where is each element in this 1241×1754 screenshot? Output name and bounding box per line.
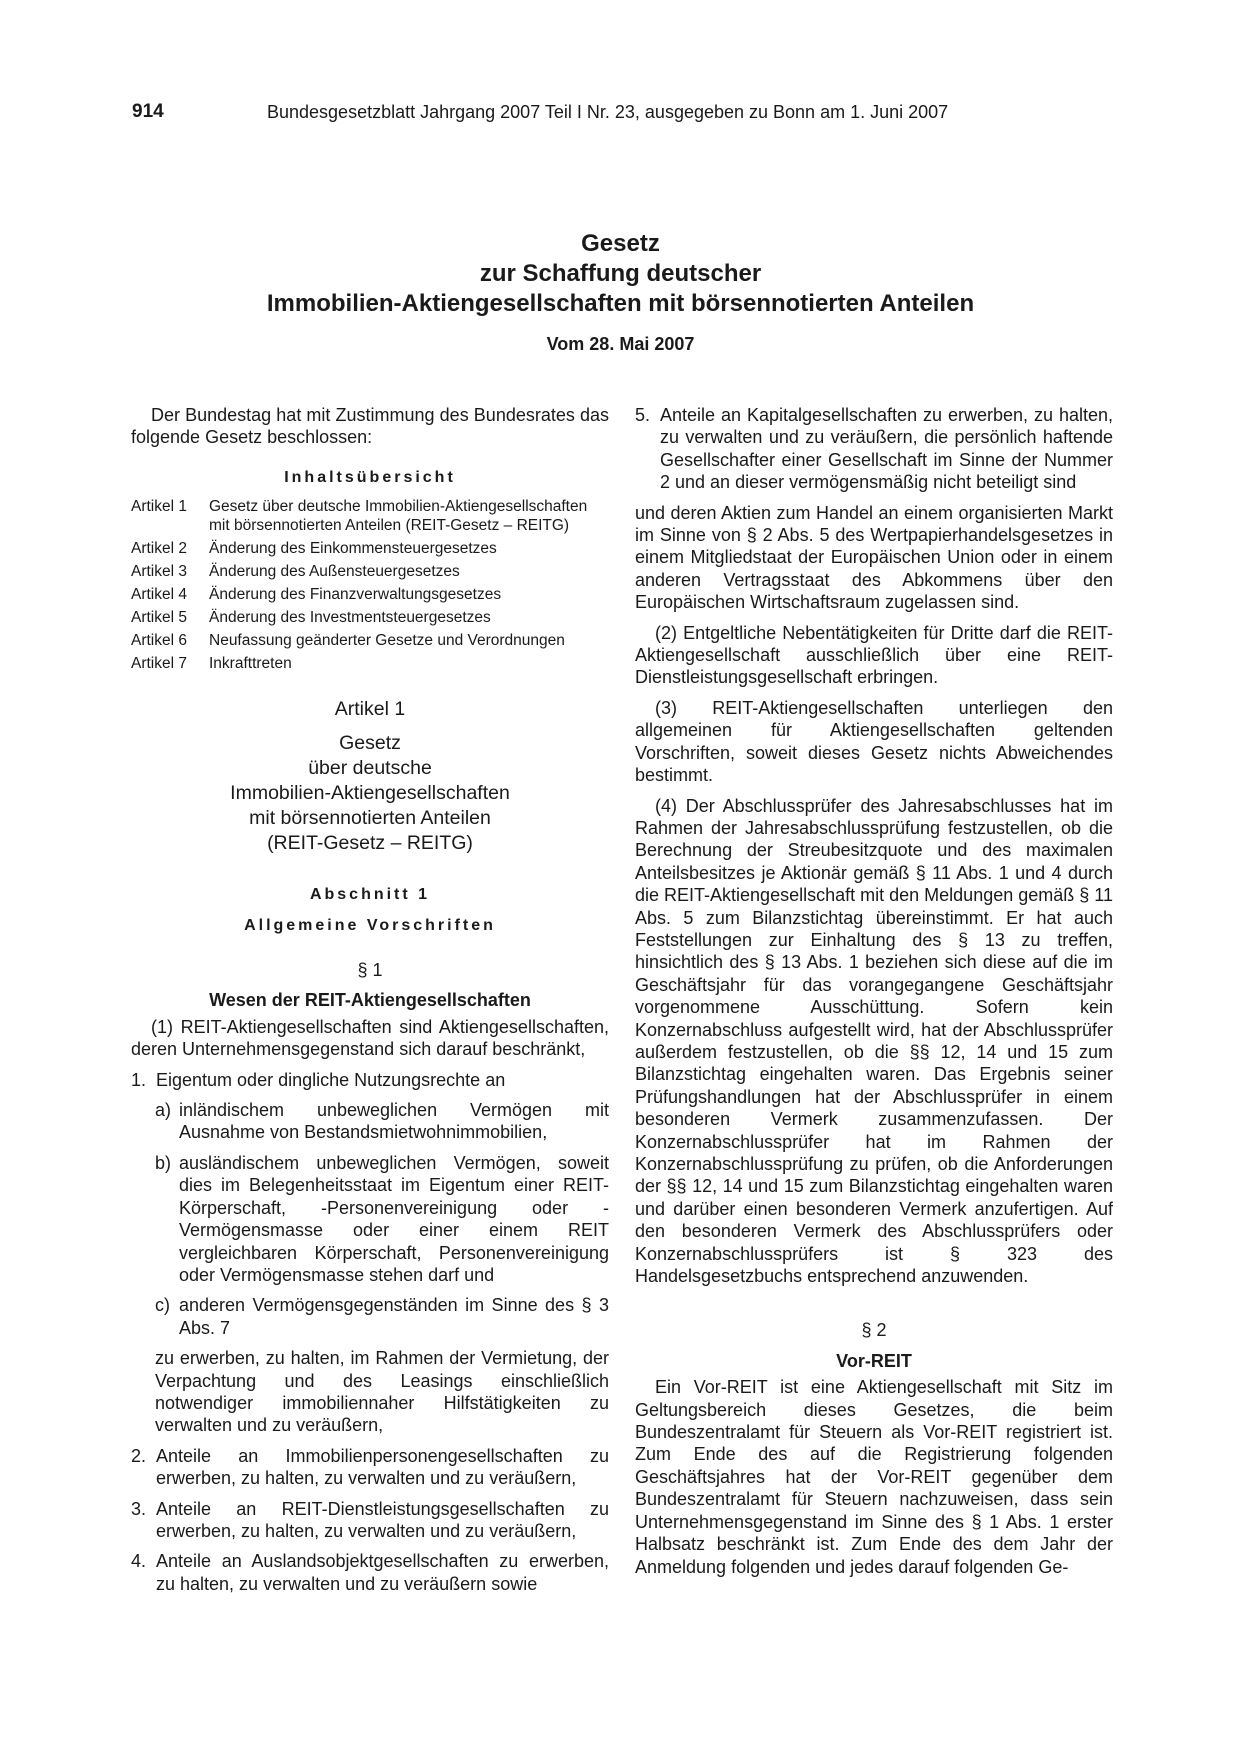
paragraph-abs1: (1) REIT-Aktiengesellschaften sind Aktiengesellschaften, deren Unternehmensgegenstand sich darauf beschränkt, [131,1016,609,1060]
sub-list-marker: b) [155,1152,172,1173]
toc-article-number: Artikel 2 [131,540,187,558]
list-text: Anteile an REIT-Dienstleistungsgesellschaften zu erwerben, zu halten, zu verwalten und zu veräußern, [156,1498,609,1541]
article-heading: Artikel 1 [334,698,406,721]
toc-article-title: Änderung des Finanzverwaltungsgesetzes [209,586,502,604]
paragraph-sign: § 1 [357,960,383,981]
section-title: Allgemeine Vorschriften [244,916,496,934]
sub-list-text: ausländischem unbeweglichen Vermögen, soweit dies im Belegenheitsstaat im Eigentum einer REIT-Körperschaft, -Personenvereinigung oder -Vermögensmasse oder einer einem REIT vergleichbaren Körperschaft, Personenvereinigung oder Vermögensmasse stehen darf und [179,1152,609,1285]
paragraph-sign: § 2 [861,1320,887,1341]
list-text: Anteile an Auslandsobjektgesellschaften zu erwerben, zu halten, zu verwalten und zu veräußern sowie [156,1551,609,1594]
law-date: Vom 28. Mai 2007 [546,334,695,354]
list-item [635,404,1113,494]
title-line-3: Immobilien-Aktiengesellschaften mit börsennotierten Anteilen [266,290,975,317]
list-marker: 2. [131,1445,147,1466]
list-item [131,1550,609,1595]
paragraph-abs1-tail: und deren Aktien zum Handel an einem organisierten Markt im Sinne von § 2 Abs. 5 des Wertpapierhandelsgesetzes in einem Mitgliedstaat der Europäischen Union oder in einem anderen Vertragsstaat des Abkommens über den Europäischen Wirtschaftsraum zugelassen sind. [635,502,1113,613]
toc-row [131,585,609,604]
left-column [131,404,609,1595]
toc-article-title: Gesetz über deutsche Immobilien-Aktiengesellschaften mit börsennotierten Anteilen (REIT-Gesetz – REITG) [209,498,588,535]
article-title-line: Gesetz [339,732,401,755]
toc-row [131,608,609,627]
list-marker: 3. [131,1498,147,1519]
right-column [635,404,1113,1578]
list-marker: 1. [131,1069,147,1090]
paragraph-abs2: (2) Entgeltliche Nebentätigkeiten für Dritte darf die REIT-Aktiengesellschaft ausschließlich über eine REIT-Dienstleistungsgesellschaft erbringen. [635,622,1113,688]
toc-article-title: Änderung des Einkommensteuergesetzes [209,540,497,558]
toc-article-number: Artikel 6 [131,632,187,650]
toc-list [131,497,609,673]
paragraph-title: Wesen der REIT-Aktiengesellschaften [209,990,531,1011]
toc-row [131,539,609,558]
article-title-line: (REIT-Gesetz – REITG) [267,832,473,855]
toc-article-number: Artikel 7 [131,655,187,673]
toc-row [131,497,609,535]
toc-row [131,562,609,581]
title-line-2: zur Schaffung deutscher [479,260,762,287]
list-item [131,1069,609,1091]
sub-list [155,1099,609,1339]
list-item [131,1445,609,1490]
toc-article-title: Änderung des Investmentsteuergesetzes [209,609,491,627]
toc-article-number: Artikel 1 [131,498,187,516]
list-marker: 5. [635,405,651,425]
sub-list-marker: a) [155,1100,172,1121]
law-title [0,229,1241,319]
paragraph-text: Ein Vor-REIT ist eine Aktiengesellschaft mit Sitz im Geltungsbereich dieses Gesetzes, die beim Bundeszentralamt für Steuern als Vor-REIT registriert ist. Zum Ende des auf die Registrierung folgenden Geschäftsjahres hat der Vor-REIT gegenüber dem Bundeszentralamt für Steuern nachzuweisen, dass sein Unternehmensgegenstand im Sinne des § 1 Abs. 1 erster Halbsatz beschränkt ist. Zum Ende des dem Jahr der Anmeldung folgenden und jedes darauf folgenden Ge- [635,1377,1113,1577]
article-title-line: Immobilien-Aktiengesellschaften [230,782,510,805]
running-title: Bundesgesetzblatt Jahrgang 2007 Teil I Nr. 23, ausgegeben zu Bonn am 1. Juni 2007 [267,102,949,122]
list-item [131,1498,609,1543]
toc-article-title: Inkrafttreten [209,655,292,673]
article-title [131,731,609,856]
title-line-1: Gesetz [581,230,660,257]
sub-list-text: anderen Vermögensgegenständen im Sinne des § 3 Abs. 7 [179,1295,609,1338]
list-marker: 4. [131,1551,147,1572]
toc-article-title: Neufassung geänderter Gesetze und Verordnungen [209,632,565,650]
article-title-line: über deutsche [308,757,432,780]
sub-list-item [155,1099,609,1144]
article-title-line: mit börsennotierten Anteilen [249,807,491,830]
page-number: 914 [132,101,164,122]
toc-row [131,631,609,650]
list-text: Eigentum oder dingliche Nutzungsrechte an [156,1069,506,1090]
sub-list-item [155,1152,609,1286]
paragraph-abs3: (3) REIT-Aktiengesellschaften unterliegen den allgemeinen für Aktiengesellschaften geltenden Vorschriften, soweit dieses Gesetz nichts Abweichendes bestimmt. [635,697,1113,786]
list-continuation: zu erwerben, zu halten, im Rahmen der Vermietung, der Verpachtung und des Leasings einschließlich notwendiger immobiliennaher Hilfstätigkeiten zu verwalten und zu veräußern, [155,1348,609,1436]
list-text: Anteile an Kapitalgesellschaften zu erwerben, zu halten, zu verwalten und zu veräußern, die persönlich haftende Gesellschafter einer Gesellschaft im Sinne der Nummer 2 und an dieser vermögensmäßig nicht beteiligt sind [660,405,1113,493]
sub-list-item [155,1294,609,1339]
toc-row [131,654,609,673]
list-text: Anteile an Immobilienpersonengesellschaften zu erwerben, zu halten, zu verwalten und zu veräußern, [156,1445,609,1489]
toc-heading: Inhaltsübersicht [284,468,456,486]
paragraph-abs4: (4) Der Abschlussprüfer des Jahresabschlusses hat im Rahmen der Jahresabschlussprüfung festzustellen, ob die Berechnung der Streubesitzquote und des maximalen Anteilsbesitzes je Aktionär gemäß § 11 Abs. 1 und 4 durch die REIT-Aktiengesellschaft mit den Meldungen gemäß § 11 Abs. 5 zum Bilanzstichtag übereinstimmt. Er hat auch Feststellungen zur Einhaltung des § 13 zu treffen, hinsichtlich des § 13 Abs. 1 beziehen sich diese auf die im Geschäftsjahr für das vorangegangene Geschäftsjahr vorgenommene Ausschüttung. Sofern kein Konzernabschluss aufgestellt wird, hat der Abschlussprüfer außerdem festzustellen, ob die §§ 12, 14 und 15 zum Bilanzstichtag eingehalten waren. Das Ergebnis seiner Prüfungshandlungen hat der Abschlussprüfer in einem besonderen Vermerk zusammenzufassen. Der Konzernabschlussprüfer hat im Rahmen der Konzernabschlussprüfung zu prüfen, ob die Anforderungen der §§ 12, 14 und 15 zum Bilanzstichtag eingehalten waren und darüber einen besonderen Vermerk anzufertigen. Auf den besonderen Vermerk des Abschlussprüfers oder Konzernabschlussprüfers ist § 323 des Handelsgesetzbuchs entsprechend anzuwenden. [635,795,1113,1287]
section-heading: Abschnitt 1 [309,886,431,904]
sub-list-marker: c) [155,1295,170,1316]
paragraph-title: Vor-REIT [836,1350,912,1371]
toc-article-title: Änderung des Außensteuergesetzes [209,563,460,581]
intro-text: Der Bundestag hat mit Zustimmung des Bundesrates das folgende Gesetz beschlossen: [131,405,609,448]
toc-article-number: Artikel 5 [131,609,187,627]
sub-list-text: inländischem unbeweglichen Vermögen mit Ausnahme von Bestandsmietwohnimmobilien, [179,1100,609,1143]
toc-article-number: Artikel 3 [131,563,187,581]
toc-article-number: Artikel 4 [131,586,187,604]
